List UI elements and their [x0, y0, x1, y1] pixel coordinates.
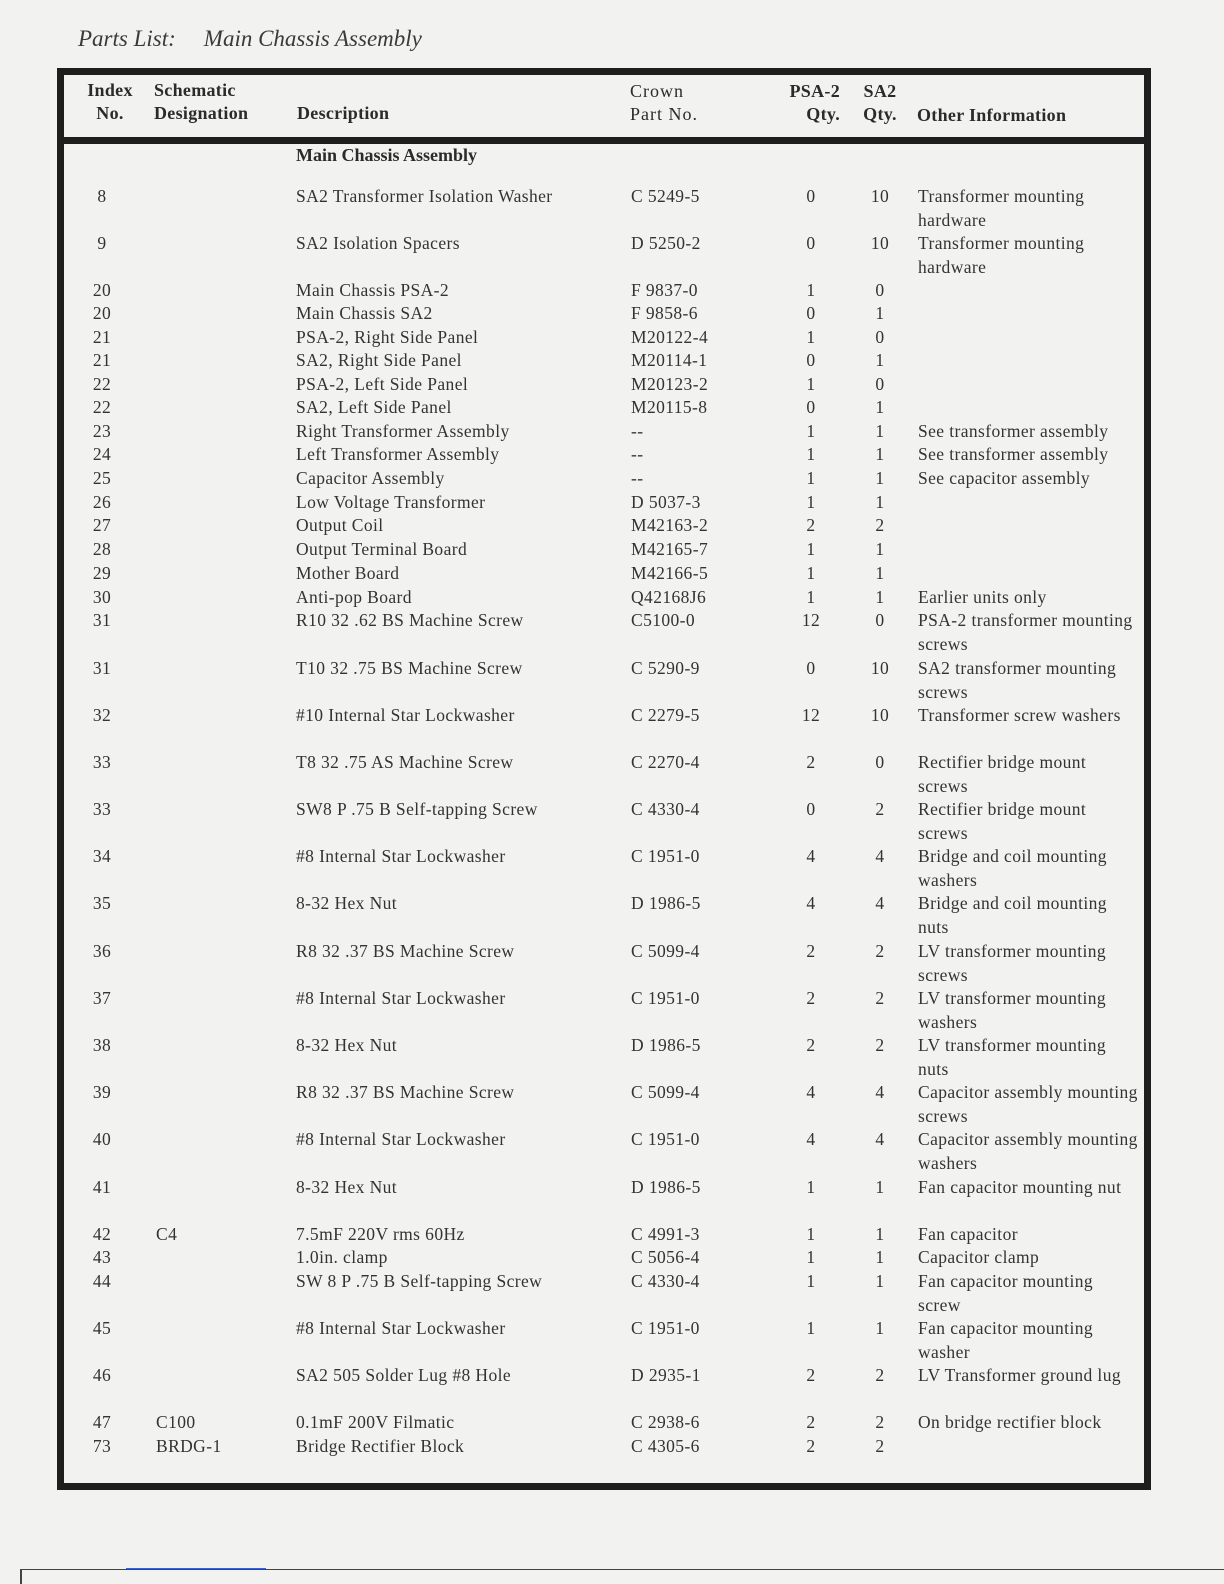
- cell-description: Bridge Rectifier Block: [296, 1436, 465, 1456]
- cell-other-info: Fan capacitor: [918, 1224, 1018, 1244]
- cell-index: 39: [92, 1082, 112, 1102]
- cell-other-info: Rectifier bridge mount screws: [918, 752, 1087, 796]
- cell-sa2-qty: 1: [875, 350, 885, 370]
- table-row: [0, 751, 1224, 796]
- cell-psa2-qty: 2: [806, 941, 816, 961]
- cell-description: #8 Internal Star Lockwasher: [296, 988, 506, 1008]
- cell-sa2-qty: 0: [875, 374, 885, 394]
- cell-description: Left Transformer Assembly: [296, 444, 500, 464]
- header-sa2-line-1: SA2: [863, 81, 897, 101]
- cell-psa2-qty: 2: [806, 1035, 816, 1055]
- cell-part-no: D 5250-2: [631, 233, 701, 253]
- cell-index: 28: [92, 539, 112, 559]
- cell-other-info: PSA-2 transformer mounting screws: [918, 610, 1133, 654]
- cell-psa2-qty: 0: [806, 799, 816, 819]
- cell-description: 8-32 Hex Nut: [296, 1177, 398, 1197]
- cell-index: 31: [92, 658, 112, 678]
- cell-part-no: M42166-5: [631, 563, 709, 583]
- cell-description: #8 Internal Star Lockwasher: [296, 846, 506, 866]
- cell-psa2-qty: 1: [806, 1318, 816, 1338]
- cell-sa2-qty: 4: [875, 1082, 885, 1102]
- cell-part-no: D 5037-3: [631, 492, 701, 512]
- cell-part-no: C 5056-4: [631, 1247, 700, 1267]
- page-title-prefix: Parts List:: [78, 26, 176, 51]
- cell-psa2-qty: 2: [806, 1436, 816, 1456]
- cell-index: 38: [92, 1035, 112, 1055]
- header-other: [917, 104, 1066, 127]
- cell-other-info: Transformer mounting hardware: [918, 233, 1085, 277]
- table-row: [0, 987, 1224, 1032]
- cell-other-info: See capacitor assembly: [918, 468, 1091, 488]
- cell-sa2-qty: 2: [875, 1035, 885, 1055]
- cell-psa2-qty: 1: [806, 492, 816, 512]
- cell-psa2-qty: 1: [806, 587, 816, 607]
- cell-index: 34: [92, 846, 112, 866]
- page-title: [78, 26, 422, 52]
- cell-other-info: LV transformer mounting screws: [918, 941, 1107, 985]
- cell-sa2-qty: 1: [875, 303, 885, 323]
- cell-part-no: C 2279-5: [631, 705, 700, 725]
- header-other-line-1: Other Information: [917, 105, 1067, 125]
- cell-psa2-qty: 0: [806, 658, 816, 678]
- cell-schematic: C100: [156, 1412, 196, 1432]
- cell-description: 8-32 Hex Nut: [296, 1035, 398, 1055]
- cell-description: 0.1mF 200V Filmatic: [296, 1412, 455, 1432]
- cell-psa2-qty: 2: [806, 515, 816, 535]
- cell-other-info: Earlier units only: [918, 587, 1047, 607]
- cell-part-no: C 4330-4: [631, 799, 700, 819]
- cell-psa2-qty: 12: [801, 705, 821, 725]
- cell-description: Output Coil: [296, 515, 384, 535]
- table-row: [0, 185, 1224, 230]
- cell-sa2-qty: 2: [875, 988, 885, 1008]
- cell-other-info: LV transformer mounting nuts: [918, 1035, 1107, 1079]
- cell-psa2-qty: 2: [806, 1365, 816, 1385]
- cell-part-no: F 9837-0: [631, 280, 698, 300]
- cell-other-info: Rectifier bridge mount screws: [918, 799, 1087, 843]
- cell-description: SA2 505 Solder Lug #8 Hole: [296, 1365, 512, 1385]
- cell-part-no: C 5290-9: [631, 658, 700, 678]
- header-description: [297, 102, 389, 125]
- header-index-line-2: No.: [96, 103, 124, 123]
- cell-other-info: Bridge and coil mounting nuts: [918, 893, 1107, 937]
- cell-sa2-qty: 0: [875, 752, 885, 772]
- cell-description: Anti-pop Board: [296, 587, 412, 607]
- cell-part-no: M42163-2: [631, 515, 709, 535]
- cell-description: Mother Board: [296, 563, 400, 583]
- table-row: [0, 1176, 1224, 1199]
- cell-psa2-qty: 1: [806, 1271, 816, 1291]
- cell-part-no: Q42168J6: [631, 587, 707, 607]
- cell-sa2-qty: 10: [870, 233, 890, 253]
- header-sa2: [858, 80, 902, 126]
- table-row: [0, 1034, 1224, 1079]
- table-row: [0, 349, 1224, 372]
- cell-sa2-qty: 2: [875, 799, 885, 819]
- cell-part-no: C 1951-0: [631, 1318, 700, 1338]
- cell-other-info: Bridge and coil mounting washers: [918, 846, 1107, 890]
- header-schematic-line-1: Schematic: [154, 80, 236, 100]
- table-row: [0, 1081, 1224, 1126]
- table-row: [0, 538, 1224, 561]
- cell-index: 42: [92, 1224, 112, 1244]
- table-row: [0, 1364, 1224, 1387]
- cell-psa2-qty: 2: [806, 1412, 816, 1432]
- table-row: [0, 704, 1224, 727]
- cell-part-no: C 1951-0: [631, 1129, 700, 1149]
- cell-psa2-qty: 0: [806, 186, 816, 206]
- header-divider: [64, 137, 1144, 144]
- cell-psa2-qty: 0: [806, 397, 816, 417]
- cell-part-no: D 1986-5: [631, 893, 701, 913]
- table-row: [0, 892, 1224, 937]
- cell-description: Output Terminal Board: [296, 539, 468, 559]
- table-row: [0, 279, 1224, 302]
- cell-part-no: M20114-1: [631, 350, 708, 370]
- cell-sa2-qty: 1: [875, 397, 885, 417]
- cell-other-info: Transformer screw washers: [918, 705, 1121, 725]
- cell-sa2-qty: 1: [875, 1271, 885, 1291]
- cell-sa2-qty: 4: [875, 893, 885, 913]
- cell-psa2-qty: 1: [806, 421, 816, 441]
- cell-index: 24: [92, 444, 112, 464]
- cell-other-info: Fan capacitor mounting screw: [918, 1271, 1094, 1315]
- header-sa2-line-2: Qty.: [863, 104, 897, 124]
- cell-index: 21: [92, 350, 112, 370]
- cell-part-no: C 2270-4: [631, 752, 700, 772]
- cell-description: Main Chassis SA2: [296, 303, 433, 323]
- cell-part-no: C 4330-4: [631, 1271, 700, 1291]
- cell-index: 9: [97, 233, 107, 253]
- table-row: [0, 798, 1224, 843]
- cell-other-info: See transformer assembly: [918, 421, 1109, 441]
- header-part: [630, 80, 698, 126]
- cell-sa2-qty: 2: [875, 1436, 885, 1456]
- cell-other-info: Fan capacitor mounting washer: [918, 1318, 1094, 1362]
- cell-index: 25: [92, 468, 112, 488]
- table-row: [0, 586, 1224, 609]
- cell-psa2-qty: 1: [806, 374, 816, 394]
- page-title-main: Main Chassis Assembly: [203, 26, 422, 51]
- cell-sa2-qty: 2: [875, 1365, 885, 1385]
- cell-psa2-qty: 4: [806, 1129, 816, 1149]
- cell-index: 43: [92, 1247, 112, 1267]
- cell-description: 8-32 Hex Nut: [296, 893, 398, 913]
- cell-sa2-qty: 2: [875, 941, 885, 961]
- cell-psa2-qty: 2: [806, 752, 816, 772]
- cell-description: T8 32 .75 AS Machine Screw: [296, 752, 514, 772]
- cell-psa2-qty: 4: [806, 893, 816, 913]
- cell-other-info: Fan capacitor mounting nut: [918, 1177, 1122, 1197]
- cell-part-no: C 4305-6: [631, 1436, 700, 1456]
- table-row: [0, 940, 1224, 985]
- cell-part-no: C5100-0: [631, 610, 696, 630]
- cell-sa2-qty: 1: [875, 563, 885, 583]
- cell-sa2-qty: 1: [875, 444, 885, 464]
- cell-index: 33: [92, 752, 112, 772]
- cell-sa2-qty: 4: [875, 1129, 885, 1149]
- cell-index: 29: [92, 563, 112, 583]
- cell-schematic: C4: [156, 1224, 178, 1244]
- cell-part-no: --: [631, 444, 644, 464]
- cell-description: PSA-2, Right Side Panel: [296, 327, 479, 347]
- header-psa-line-2: Qty.: [806, 104, 840, 124]
- cell-index: 20: [92, 280, 112, 300]
- table-row: [0, 443, 1224, 466]
- table-row: [0, 845, 1224, 890]
- cell-part-no: M20122-4: [631, 327, 709, 347]
- table-row: [0, 1317, 1224, 1362]
- cell-description: SA2 Transformer Isolation Washer: [296, 186, 553, 206]
- table-row: [0, 1270, 1224, 1315]
- cell-index: 20: [92, 303, 112, 323]
- cell-part-no: C 4991-3: [631, 1224, 700, 1244]
- table-row: [0, 514, 1224, 537]
- header-index-line-1: Index: [87, 80, 133, 100]
- cell-psa2-qty: 0: [806, 303, 816, 323]
- cell-psa2-qty: 4: [806, 1082, 816, 1102]
- cell-description: R10 32 .62 BS Machine Screw: [296, 610, 524, 630]
- cell-other-info: Transformer mounting hardware: [918, 186, 1085, 230]
- cell-description: PSA-2, Left Side Panel: [296, 374, 469, 394]
- cell-sa2-qty: 10: [870, 186, 890, 206]
- table-row: [0, 420, 1224, 443]
- cell-index: 73: [92, 1436, 112, 1456]
- header-schematic-line-2: Designation: [154, 103, 249, 123]
- cell-psa2-qty: 1: [806, 1224, 816, 1244]
- header-description-line-1: Description: [297, 103, 390, 123]
- cell-sa2-qty: 2: [875, 515, 885, 535]
- cell-sa2-qty: 1: [875, 587, 885, 607]
- cell-psa2-qty: 1: [806, 1247, 816, 1267]
- table-row: [0, 467, 1224, 490]
- cell-index: 40: [92, 1129, 112, 1149]
- cell-sa2-qty: 1: [875, 1247, 885, 1267]
- cell-part-no: D 1986-5: [631, 1177, 701, 1197]
- cell-index: 26: [92, 492, 112, 512]
- cell-part-no: D 2935-1: [631, 1365, 701, 1385]
- cell-index: 32: [92, 705, 112, 725]
- table-row: [0, 491, 1224, 514]
- cell-description: #8 Internal Star Lockwasher: [296, 1129, 506, 1149]
- cell-sa2-qty: 2: [875, 1412, 885, 1432]
- cell-other-info: LV transformer mounting washers: [918, 988, 1107, 1032]
- cell-psa2-qty: 12: [801, 610, 821, 630]
- cell-index: 33: [92, 799, 112, 819]
- cell-index: 21: [92, 327, 112, 347]
- table-row: [0, 1435, 1224, 1458]
- cell-psa2-qty: 4: [806, 846, 816, 866]
- cell-description: T10 32 .75 BS Machine Screw: [296, 658, 523, 678]
- cell-part-no: C 5099-4: [631, 941, 700, 961]
- cell-index: 45: [92, 1318, 112, 1338]
- cell-index: 23: [92, 421, 112, 441]
- cell-index: 44: [92, 1271, 112, 1291]
- cell-description: SA2 Isolation Spacers: [296, 233, 460, 253]
- cell-description: #8 Internal Star Lockwasher: [296, 1318, 506, 1338]
- cell-sa2-qty: 1: [875, 492, 885, 512]
- cell-description: SW8 P .75 B Self-tapping Screw: [296, 799, 538, 819]
- cell-description: R8 32 .37 BS Machine Screw: [296, 1082, 515, 1102]
- cell-other-info: See transformer assembly: [918, 444, 1109, 464]
- table-row: [0, 396, 1224, 419]
- cell-index: 31: [92, 610, 112, 630]
- cell-other-info: LV Transformer ground lug: [918, 1365, 1121, 1385]
- cell-index: 47: [92, 1412, 112, 1432]
- cell-part-no: --: [631, 421, 644, 441]
- cell-description: R8 32 .37 BS Machine Screw: [296, 941, 515, 961]
- table-row: [0, 1223, 1224, 1246]
- cell-part-no: M20115-8: [631, 397, 708, 417]
- cell-index: 22: [92, 374, 112, 394]
- cell-other-info: Capacitor clamp: [918, 1247, 1040, 1267]
- cell-psa2-qty: 2: [806, 988, 816, 1008]
- cell-sa2-qty: 0: [875, 327, 885, 347]
- table-row: [0, 302, 1224, 325]
- table-row: [0, 609, 1224, 654]
- cell-index: 30: [92, 587, 112, 607]
- cell-index: 36: [92, 941, 112, 961]
- cell-description: Right Transformer Assembly: [296, 421, 510, 441]
- cell-psa2-qty: 1: [806, 444, 816, 464]
- table-row: [0, 657, 1224, 702]
- cell-psa2-qty: 1: [806, 280, 816, 300]
- cell-part-no: C 5249-5: [631, 186, 700, 206]
- cell-sa2-qty: 10: [870, 658, 890, 678]
- table-row: [0, 562, 1224, 585]
- cell-description: SA2, Right Side Panel: [296, 350, 462, 370]
- cell-index: 37: [92, 988, 112, 1008]
- cell-index: 46: [92, 1365, 112, 1385]
- cell-psa2-qty: 0: [806, 350, 816, 370]
- cell-other-info: SA2 transformer mounting screws: [918, 658, 1117, 702]
- cell-index: 27: [92, 515, 112, 535]
- table-row: [0, 1411, 1224, 1434]
- cell-part-no: C 1951-0: [631, 988, 700, 1008]
- cell-sa2-qty: 1: [875, 1318, 885, 1338]
- cell-sa2-qty: 1: [875, 539, 885, 559]
- cell-sa2-qty: 0: [875, 280, 885, 300]
- cell-sa2-qty: 10: [870, 705, 890, 725]
- cell-sa2-qty: 0: [875, 610, 885, 630]
- cell-part-no: D 1986-5: [631, 1035, 701, 1055]
- table-row: [0, 1246, 1224, 1269]
- cell-index: 41: [92, 1177, 112, 1197]
- header-index: [84, 79, 136, 125]
- cell-schematic: BRDG-1: [156, 1436, 222, 1456]
- cell-psa2-qty: 1: [806, 563, 816, 583]
- header-psa-line-1: PSA-2: [789, 81, 840, 101]
- cell-sa2-qty: 1: [875, 468, 885, 488]
- cell-part-no: F 9858-6: [631, 303, 698, 323]
- cell-description: Main Chassis PSA-2: [296, 280, 450, 300]
- cell-description: 1.0in. clamp: [296, 1247, 388, 1267]
- cell-part-no: M20123-2: [631, 374, 709, 394]
- cell-psa2-qty: 1: [806, 1177, 816, 1197]
- cell-description: 7.5mF 220V rms 60Hz: [296, 1224, 465, 1244]
- cell-description: #10 Internal Star Lockwasher: [296, 705, 515, 725]
- cell-index: 35: [92, 893, 112, 913]
- header-psa: [776, 80, 840, 126]
- table-row: [0, 326, 1224, 349]
- cell-part-no: C 1951-0: [631, 846, 700, 866]
- header-part-line-1: Crown: [630, 81, 684, 101]
- header-part-line-2: Part No.: [630, 104, 698, 124]
- cell-other-info: Capacitor assembly mounting washers: [918, 1129, 1138, 1173]
- cell-psa2-qty: 1: [806, 468, 816, 488]
- cell-sa2-qty: 1: [875, 421, 885, 441]
- table-row: [0, 1128, 1224, 1173]
- bottom-edge-line: [20, 1569, 1224, 1570]
- cell-other-info: Capacitor assembly mounting screws: [918, 1082, 1138, 1126]
- cell-part-no: --: [631, 468, 644, 488]
- table-row: [0, 232, 1224, 277]
- cell-psa2-qty: 1: [806, 327, 816, 347]
- cell-sa2-qty: 4: [875, 846, 885, 866]
- section-title: Main Chassis Assembly: [296, 145, 478, 165]
- cell-description: SA2, Left Side Panel: [296, 397, 452, 417]
- cell-psa2-qty: 0: [806, 233, 816, 253]
- cell-part-no: C 2938-6: [631, 1412, 700, 1432]
- cell-description: Capacitor Assembly: [296, 468, 445, 488]
- cell-description: SW 8 P .75 B Self-tapping Screw: [296, 1271, 543, 1291]
- cell-description: Low Voltage Transformer: [296, 492, 486, 512]
- table-row: [0, 373, 1224, 396]
- cell-sa2-qty: 1: [875, 1224, 885, 1244]
- header-schematic: [154, 79, 248, 125]
- cell-psa2-qty: 1: [806, 539, 816, 559]
- cell-index: 22: [92, 397, 112, 417]
- bottom-edge-tick: [20, 1570, 22, 1584]
- cell-part-no: C 5099-4: [631, 1082, 700, 1102]
- cell-part-no: M42165-7: [631, 539, 709, 559]
- cell-other-info: On bridge rectifier block: [918, 1412, 1102, 1432]
- cell-index: 8: [97, 186, 107, 206]
- cell-sa2-qty: 1: [875, 1177, 885, 1197]
